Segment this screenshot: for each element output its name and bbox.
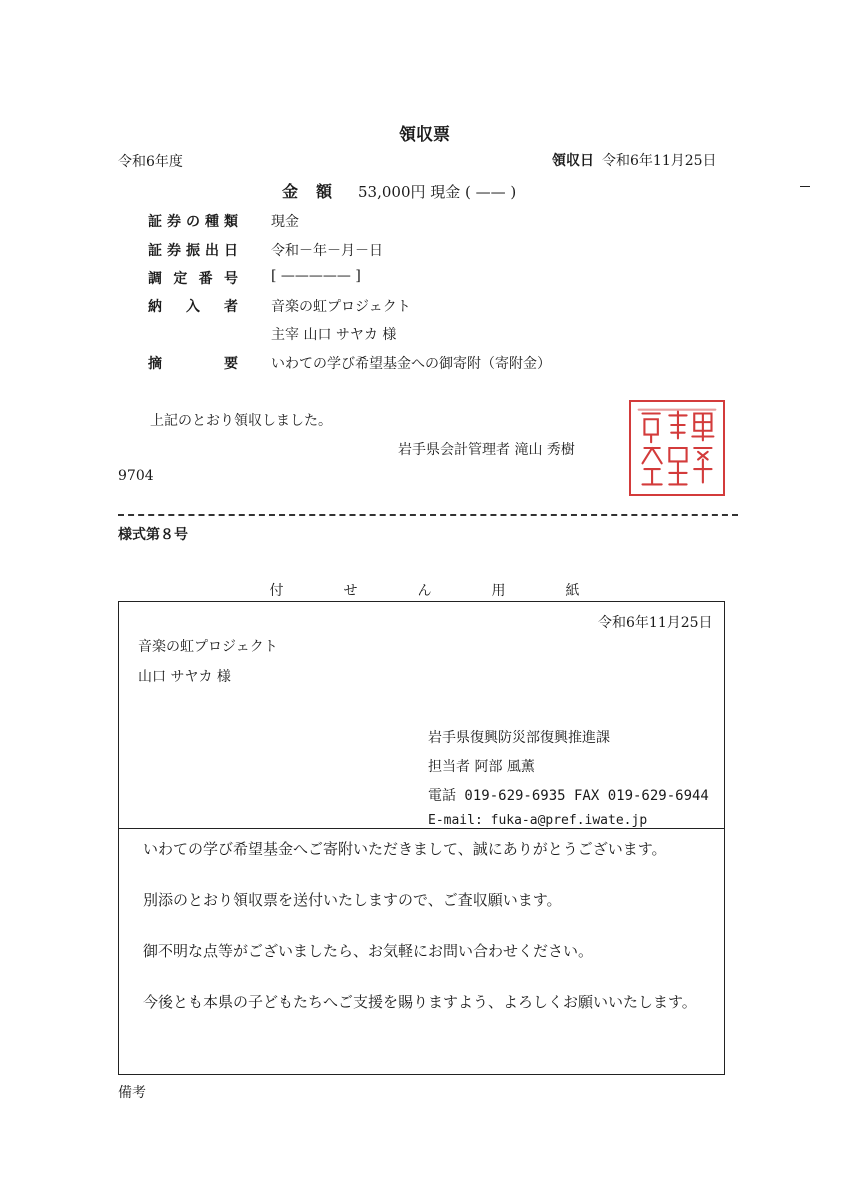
field-value-payer-name: 主宰 山口 サヤカ 様 — [271, 327, 397, 343]
field-label-summary: 摘要 — [148, 356, 238, 372]
sender-dept: 岩手県復興防災部復興推進課 — [428, 730, 610, 746]
amount-label: 金額 — [282, 182, 351, 201]
notice-date: 令和6年11月25日 — [598, 615, 713, 631]
accounting-official: 岩手県会計管理者 滝山 秀樹 — [398, 442, 575, 458]
received-date-label: 領収日 — [552, 153, 594, 169]
official-seal-icon — [629, 400, 725, 496]
recipient-name: 山口 サヤカ 様 — [138, 669, 231, 685]
letter-paragraph: 今後とも本県の子どもたちへご支援を賜りますよう、よろしくお願いいたします。 — [143, 993, 697, 1011]
field-value-payer: 音楽の虹プロジェクト — [271, 299, 411, 315]
received-date: 令和6年11月25日 — [602, 153, 717, 169]
remarks-label: 備考 — [118, 1085, 146, 1101]
amount-value: 53,000円 現金 ( —— ) — [358, 183, 517, 201]
received-note: 上記のとおり領収しました。 — [150, 413, 332, 429]
recipient-org: 音楽の虹プロジェクト — [138, 639, 278, 655]
field-label-security-type: 証券の種類 — [148, 214, 238, 230]
notice-title: 付せん用紙 — [269, 583, 640, 599]
letter-paragraph: 別添のとおり領収票を送付いたしますので、ご査収願います。 — [143, 891, 562, 909]
field-value-security-type: 現金 — [271, 214, 299, 230]
form-number: 様式第８号 — [118, 527, 188, 543]
field-value-issue-date: 令和－年－月－日 — [271, 243, 383, 259]
cut-line — [118, 514, 738, 516]
corner-mark — [800, 186, 810, 187]
sender-contact: 担当者 阿部 風薫 — [428, 759, 535, 775]
amount-row — [282, 179, 516, 202]
field-value-summary: いわての学び希望基金への御寄附（寄附金） — [271, 356, 551, 372]
field-label-assessment-no: 調定番号 — [148, 271, 238, 287]
field-value-assessment-no: [ ————— ] — [271, 268, 361, 284]
seal-graphic — [631, 402, 723, 494]
receipt-title: 領収票 — [399, 125, 450, 145]
field-label-payer: 納入者 — [148, 299, 238, 315]
sender-email: E-mail: fuka-a@pref.iwate.jp — [428, 813, 648, 828]
fiscal-year: 令和6年度 — [118, 154, 183, 170]
received-date-block — [552, 150, 717, 170]
letter-paragraph: 御不明な点等がございましたら、お気軽にお問い合わせください。 — [143, 942, 594, 960]
notice-divider — [118, 828, 725, 829]
letter-paragraph: いわての学び希望基金へご寄附いただきまして、誠にありがとうございます。 — [143, 840, 667, 858]
sender-phone-fax: 電話 019-629-6935 FAX 019-629-6944 — [428, 788, 709, 804]
letter-body — [128, 835, 720, 1039]
receipt-code: 9704 — [118, 468, 154, 484]
field-label-issue-date: 証券振出日 — [148, 243, 238, 259]
